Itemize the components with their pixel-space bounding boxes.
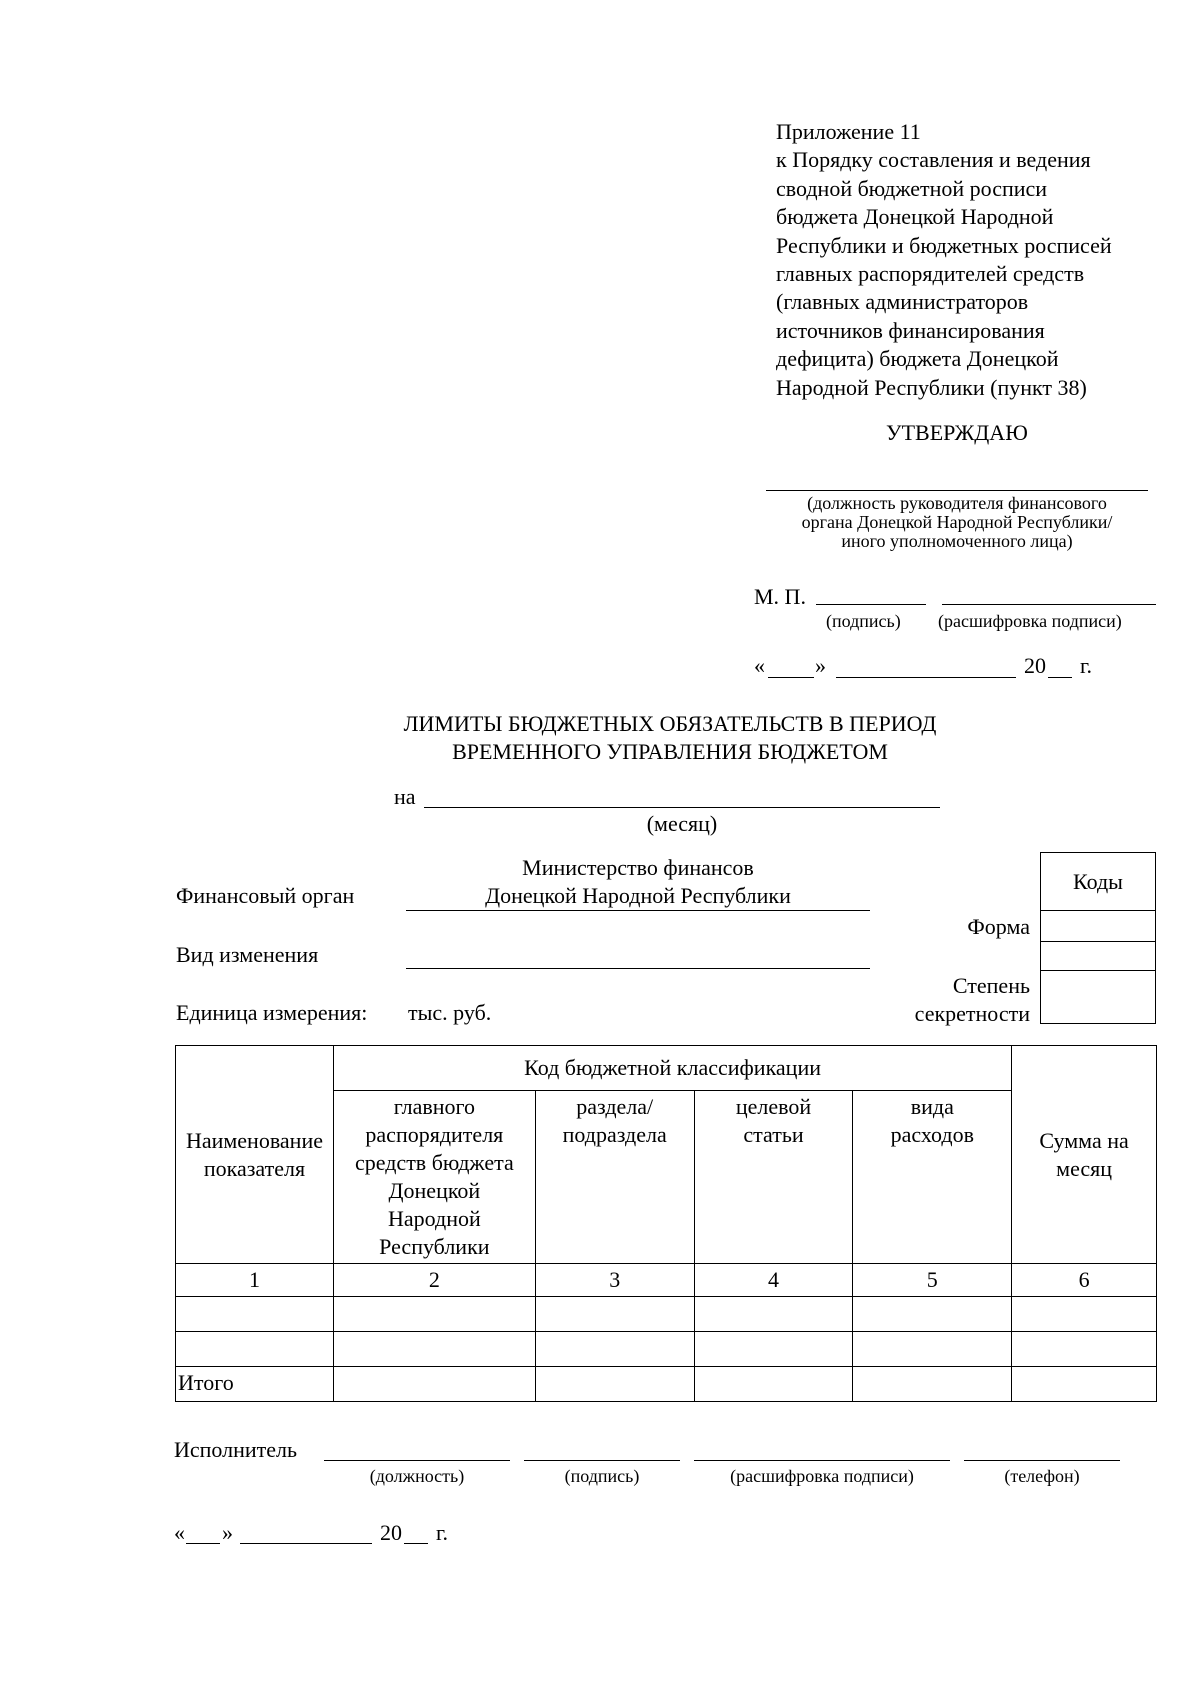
executor-decode-caption: (расшифровка подписи): [730, 1466, 914, 1486]
secrecy-label: [915, 972, 1030, 1028]
table-cell[interactable]: [853, 1297, 1012, 1332]
header-text: Народной: [387, 1206, 481, 1231]
unit-value: тыс. руб.: [408, 1000, 492, 1025]
finance-org-label: Финансовый орган: [176, 883, 355, 908]
finance-org-value-line2: Донецкой Народной Республики: [485, 883, 791, 908]
finance-org-line: [406, 910, 870, 911]
month-line[interactable]: [424, 807, 940, 808]
appendix-line: главных распорядителей средств: [776, 261, 1085, 287]
col-number: 3: [535, 1264, 694, 1297]
date-year-prefix: 20: [1024, 653, 1046, 678]
appendix-line: сводной бюджетной росписи: [776, 175, 1048, 201]
executor-decode-line[interactable]: [694, 1460, 950, 1461]
header-text: раздела/: [576, 1094, 654, 1119]
table-row: [176, 1297, 1157, 1332]
executor-signature-caption: (подпись): [564, 1466, 640, 1486]
approval-month-line[interactable]: [836, 677, 1016, 678]
change-type-line[interactable]: [406, 968, 870, 969]
table-cell[interactable]: [694, 1297, 853, 1332]
appendix-line: бюджета Донецкой Народной: [776, 204, 1054, 230]
appendix-line: к Порядку составления и ведения: [776, 147, 1091, 173]
column-number-row: [176, 1264, 1157, 1297]
table-cell[interactable]: [333, 1297, 535, 1332]
header-text: Республики: [379, 1234, 490, 1259]
caption-line: (должность руководителя финансового: [807, 493, 1107, 513]
executor-year-suffix: г.: [436, 1520, 449, 1545]
form-label: Форма: [967, 914, 1030, 939]
table-cell[interactable]: [853, 1332, 1012, 1367]
signature-caption: (подпись): [826, 611, 901, 631]
finance-org-value-line1: Министерство финансов: [522, 855, 754, 880]
table-cell[interactable]: [535, 1367, 694, 1402]
appendix-line: Приложение 11: [776, 119, 921, 144]
col-header-sum: [1012, 1046, 1157, 1264]
table-cell[interactable]: [1012, 1332, 1157, 1367]
col-header-expense: [853, 1091, 1012, 1264]
header-text: целевой: [735, 1094, 812, 1119]
decode-caption: (расшифровка подписи): [938, 611, 1122, 631]
approver-signature-line[interactable]: [816, 604, 926, 605]
executor-position-line[interactable]: [324, 1460, 510, 1461]
caption-line: органа Донецкой Народной Республики/: [801, 512, 1113, 532]
appendix-line: Республики и бюджетных росписей: [776, 232, 1112, 258]
executor-phone-line[interactable]: [964, 1460, 1120, 1461]
date-close-quote: »: [815, 653, 826, 678]
month-caption: (месяц): [646, 811, 718, 836]
header-text: Наименование: [185, 1127, 323, 1153]
approval-heading: УТВЕРЖДАЮ: [886, 420, 1028, 445]
executor-year-prefix: 20: [380, 1520, 402, 1545]
appendix-line: (главных администраторов: [776, 289, 1029, 315]
unit-label: Единица измерения:: [176, 1000, 368, 1025]
approver-position-caption: [740, 494, 1174, 551]
group-header-classification: Код бюджетной классификации: [333, 1046, 1011, 1091]
total-row: [176, 1367, 1157, 1402]
col-header-section: [535, 1091, 694, 1264]
header-text: статьи: [743, 1122, 804, 1147]
seal-label: М. П.: [754, 584, 806, 609]
header-text: распорядителя: [365, 1122, 504, 1147]
executor-phone-caption: (телефон): [1004, 1466, 1080, 1486]
appendix-line: дефицита) бюджета Донецкой: [776, 346, 1059, 372]
executor-position-caption: (должность): [369, 1466, 465, 1486]
table-cell[interactable]: [535, 1332, 694, 1367]
table-cell[interactable]: [333, 1332, 535, 1367]
change-type-label: Вид изменения: [176, 942, 319, 967]
executor-day-line[interactable]: [186, 1543, 220, 1544]
codes-title: Коды: [1041, 853, 1155, 911]
form-code-cell[interactable]: [1041, 911, 1155, 942]
executor-month-line[interactable]: [240, 1543, 372, 1544]
approval-day-line[interactable]: [768, 677, 814, 678]
header-text: месяц: [1056, 1155, 1113, 1181]
header-text: расходов: [890, 1122, 974, 1147]
date-year-suffix: г.: [1080, 653, 1093, 678]
col-number: 2: [333, 1264, 535, 1297]
col-header-name: [176, 1046, 334, 1264]
table-cell[interactable]: [694, 1332, 853, 1367]
table-cell[interactable]: [176, 1297, 334, 1332]
table-cell[interactable]: [535, 1297, 694, 1332]
secrecy-label-line2: секретности: [914, 1001, 1030, 1026]
header-text: показателя: [203, 1155, 306, 1181]
table-cell[interactable]: [333, 1367, 535, 1402]
table-cell[interactable]: [1012, 1297, 1157, 1332]
appendix-note: [776, 118, 1176, 402]
approval-year-line[interactable]: [1048, 677, 1072, 678]
secrecy-label-line1: Степень: [952, 973, 1030, 998]
limits-table: [175, 1045, 1157, 1402]
extra-code-cell[interactable]: [1041, 942, 1155, 971]
executor-signature-line[interactable]: [524, 1460, 680, 1461]
table-cell[interactable]: [176, 1332, 334, 1367]
date-open-quote: «: [754, 653, 765, 678]
appendix-line: Народной Республики (пункт 38): [776, 374, 1087, 400]
executor-label: Исполнитель: [174, 1437, 298, 1462]
col-number: 4: [694, 1264, 853, 1297]
executor-year-line[interactable]: [404, 1543, 428, 1544]
header-text: вида: [910, 1094, 954, 1119]
title-line-2: ВРЕМЕННОГО УПРАВЛЕНИЯ БЮДЖЕТОМ: [452, 739, 888, 764]
approver-decode-line[interactable]: [942, 604, 1156, 605]
col-number: 1: [176, 1264, 334, 1297]
header-text: Сумма на: [1039, 1127, 1129, 1153]
codes-box: [1040, 852, 1156, 1024]
secrecy-code-cell[interactable]: [1041, 971, 1155, 1025]
total-label: Итого: [176, 1367, 334, 1402]
document-title: [300, 710, 1040, 766]
caption-line: иного уполномоченного лица): [841, 531, 1073, 551]
header-text: главного: [393, 1094, 476, 1119]
table-cell[interactable]: [1012, 1367, 1157, 1402]
executor-date-close: »: [222, 1520, 233, 1545]
table-cell[interactable]: [694, 1367, 853, 1402]
table-cell[interactable]: [853, 1367, 1012, 1402]
col-header-manager: [333, 1091, 535, 1264]
executor-date-open: «: [174, 1520, 185, 1545]
table-row: [176, 1332, 1157, 1367]
on-prefix: на: [394, 784, 416, 809]
header-text: Донецкой: [388, 1178, 481, 1203]
col-header-target: [694, 1091, 853, 1264]
title-line-1: ЛИМИТЫ БЮДЖЕТНЫХ ОБЯЗАТЕЛЬСТВ В ПЕРИОД: [403, 711, 937, 736]
header-text: подраздела: [562, 1122, 667, 1147]
col-number: 5: [853, 1264, 1012, 1297]
appendix-line: источников финансирования: [776, 317, 1045, 343]
col-number: 6: [1012, 1264, 1157, 1297]
header-text: средств бюджета: [355, 1150, 514, 1175]
approver-position-line[interactable]: [766, 490, 1148, 491]
